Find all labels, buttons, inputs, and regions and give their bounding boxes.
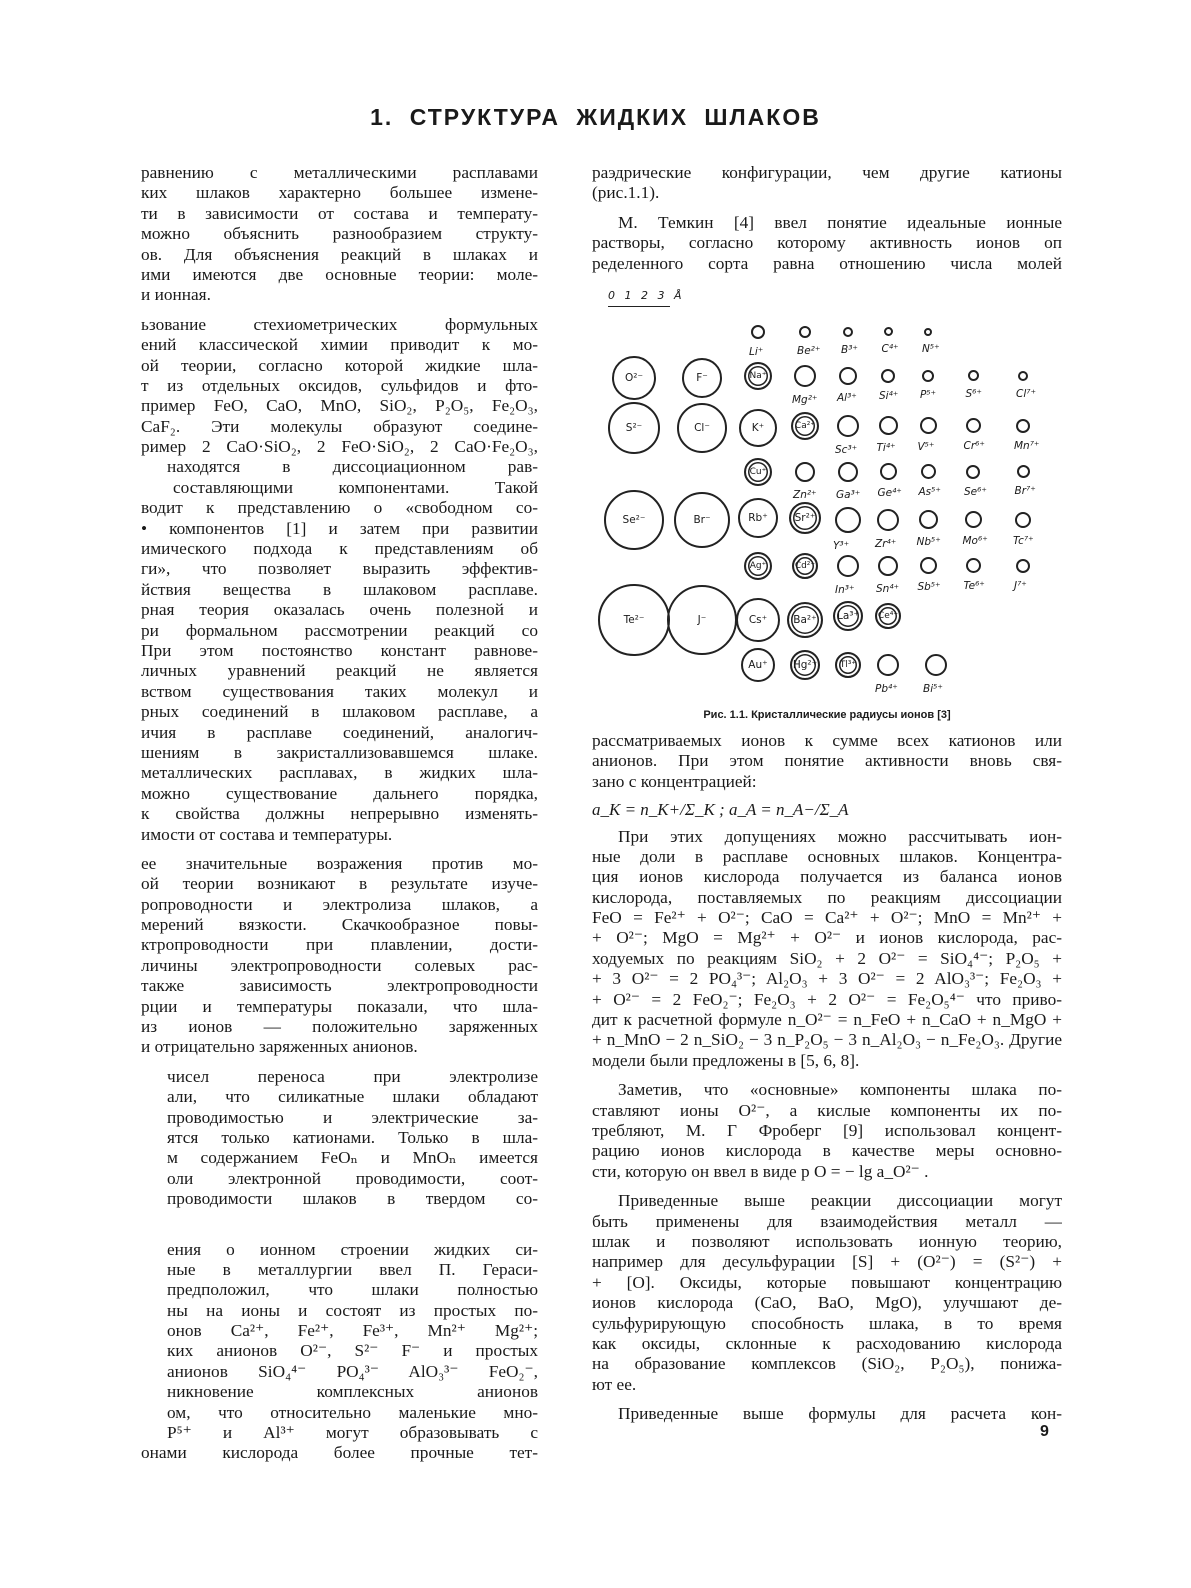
ion-ge (877, 463, 902, 500)
ion-label: As⁵⁺ (918, 486, 941, 499)
text-line: никновение комплексных анионов (167, 1382, 538, 1402)
ion-sc (835, 415, 859, 456)
ion-ba (787, 602, 823, 638)
ion-label: Al³⁺ (837, 391, 857, 404)
ion-label: F⁻ (696, 371, 708, 384)
text-line: али, что силикатные шлаки обладают (167, 1087, 538, 1107)
text-line: можно существование дальнего порядка, (141, 783, 538, 803)
text-line: проводимостью и электрические за- (167, 1107, 538, 1127)
ion-label: C⁴⁺ (881, 343, 899, 356)
paragraph-gap (141, 1210, 538, 1240)
text-line: кислорода, поставляемых по реакциям диссоциации (592, 887, 1062, 907)
ion-i7 (1014, 559, 1030, 592)
ion-rb (738, 498, 778, 538)
ion-label: S²⁻ (625, 421, 643, 434)
text-line: как оксиды, склонные к расходованию кислорода (592, 1333, 1062, 1353)
text-line: анионов SiO₄⁴⁻ PO₄³⁻ AlO₃³⁻ FeO₂⁻, (167, 1361, 538, 1381)
ion-j (667, 585, 737, 655)
ion-label: Ca²⁺ (794, 420, 816, 431)
text-line: ти в зависимости от состава и температу- (141, 203, 538, 223)
ion-au (741, 648, 775, 682)
text-line: быть применены для взаимодействия металл — (592, 1211, 1062, 1231)
ion-mg (792, 365, 818, 406)
ion-label: Cs⁺ (748, 613, 768, 626)
text-line: Приведенные выше формулы для расчета кон- (618, 1404, 1062, 1424)
ion-label: P⁵⁺ (920, 388, 937, 401)
scale-bar (608, 302, 670, 307)
ion-tc (1013, 512, 1034, 547)
text-line: предположил, что шлаки полностью (167, 1280, 538, 1300)
ion-label: Mg²⁺ (792, 393, 818, 406)
ion-label: Au⁺ (748, 658, 768, 671)
text-line: из ионов — положительно заряженных (141, 1017, 538, 1037)
formula: a_K = n_K+/Σ_K ; a_A = n_A−/Σ_A (592, 800, 849, 820)
paragraph-gap (592, 1182, 1062, 1191)
ion-mo (962, 511, 988, 548)
text-line: составляющими компонентами. Такой (173, 477, 538, 497)
ion-label: Sc³⁺ (835, 443, 858, 456)
text-line: Заметив, что «основные» компоненты шлака по- (618, 1080, 1062, 1100)
ion-label: Se²⁻ (622, 513, 646, 526)
ion-te6 (963, 558, 985, 593)
text-line: ги», что позволяет выразить эффектив- (141, 559, 538, 579)
ion-label: Cd²⁺ (794, 560, 816, 571)
ion-label: J⁻ (697, 613, 707, 626)
ion-nb (916, 510, 941, 549)
text-line: имического подхода к представлениям об (141, 539, 538, 559)
ion-label: Sr²⁺ (794, 511, 816, 524)
text-line: рных соединений в шлаковом расплаве, а (141, 702, 538, 722)
ion-v (917, 417, 937, 454)
ion-label: Ge⁴⁺ (877, 487, 902, 500)
ion-label: Te²⁻ (623, 613, 645, 626)
ion-bi (923, 654, 947, 695)
text-line: + O²⁻ = 2 FeO₂⁻; Fe₂O₃ + 2 O²⁻ = Fe₂O₅⁴⁻ что приво- (592, 989, 1062, 1009)
text-line: ны на ионы и состоят из простых по- (167, 1300, 538, 1320)
ion-label: Zr⁴⁺ (875, 537, 897, 550)
ion-cs (736, 598, 780, 642)
ion-o (612, 356, 656, 400)
text-line: ой теории, согласно которой жидкие шла- (141, 355, 538, 375)
text-line: т из отдельных оксидов, сульфидов и фто- (141, 375, 538, 395)
text-line: ких анионов O²⁻, S²⁻ F⁻ и простых (167, 1341, 538, 1361)
figure-caption: Рис. 1.1. Кристаллические радиусы ионов [3] (703, 708, 951, 721)
ion-br (674, 492, 730, 548)
ion-b (841, 327, 858, 356)
left-column (141, 163, 538, 1464)
text-line: вством существования таких молекул и (141, 681, 538, 701)
ion-se6 (964, 465, 987, 498)
ion-cl (677, 403, 727, 453)
text-line: рассматриваемых ионов к сумме всех катионов или (592, 730, 1062, 750)
ion-label: Li⁺ (749, 345, 764, 358)
ion-label: K⁺ (751, 421, 765, 434)
ion-te (598, 584, 670, 656)
text-line: М. Темкин [4] ввел понятие идеальные ионные (618, 212, 1062, 232)
ion-tl (835, 652, 861, 678)
text-line: ичия в расплаве соединений, аналогич- (141, 722, 538, 742)
text-line: находятся в диссоциационном рав- (167, 457, 538, 477)
text-line: также зависимость электропроводности (141, 976, 538, 996)
paragraph-gap (141, 845, 538, 854)
text-line: м содержанием FeOₙ и MnOₙ имеется (167, 1148, 538, 1168)
text-line: • компонентов [1] и затем при развитии (141, 518, 538, 538)
text-line: рацию ионов кислорода в качестве меры основно- (592, 1141, 1062, 1161)
text-line: металлических расплавах, в жидких шла- (141, 763, 538, 783)
ion-al (837, 367, 857, 404)
ion-label: Cl⁷⁺ (1016, 387, 1037, 400)
page-title: 1. СТРУКТУРА ЖИДКИХ ШЛАКОВ (370, 104, 821, 130)
ion-ti (876, 416, 898, 455)
text-line: ри формальном рассмотрении реакций со (141, 620, 538, 640)
ion-in (835, 555, 859, 596)
ion-zn (793, 462, 817, 501)
ion-sr (789, 502, 821, 534)
ion-cl7 (1016, 371, 1037, 400)
text-line: анионов. При этом понятие активности вновь свя- (592, 751, 1062, 771)
ion-y (833, 507, 861, 552)
text-line: оли электронной проводимости, соот- (167, 1168, 538, 1188)
ion-label: La³⁺ (836, 609, 860, 622)
scale-label: 0 1 2 3 Å (608, 288, 685, 302)
text-line: + O²⁻; MgO = Mg²⁺ + O²⁻ и ионов кислорода, рас- (592, 928, 1062, 948)
ion-ag (744, 552, 772, 580)
text-line: имости от состава и температуры. (141, 824, 393, 844)
ion-label: V⁵⁺ (917, 441, 935, 454)
text-line: ция ионов кислорода получается из баланса ионов (592, 867, 1062, 887)
ion-br7 (1014, 465, 1036, 498)
text-line: CaF₂. Эти молекулы образуют соедине- (141, 416, 538, 436)
text-line: чисел переноса при электролизе (167, 1066, 538, 1086)
text-line: ные доли в расплаве основных шлаков. Концентра- (592, 846, 1062, 866)
text-line: При этих допущениях можно рассчитывать ион- (618, 826, 1062, 846)
text-line: шениям в закристаллизовавшемся шлаке. (141, 742, 538, 762)
ion-s (608, 402, 660, 454)
ion-k (739, 409, 777, 447)
paragraph-gap (141, 1058, 538, 1067)
ion-label: N⁵⁺ (922, 342, 940, 355)
text-line: ими имеются две основные теории: моле- (141, 264, 538, 284)
ion-label: Si⁴⁺ (879, 389, 899, 402)
ion-ce (875, 603, 901, 629)
paragraph-gap (592, 1071, 1062, 1080)
ion-c (881, 327, 899, 356)
ion-label: Ba²⁺ (793, 613, 817, 626)
text-line: ений классической химии приводит к мо- (141, 335, 538, 355)
text-line: водит к представлению о «свободном со- (141, 498, 538, 518)
ion-label: Hg²⁺ (792, 658, 818, 671)
ion-label: Sn⁴⁺ (876, 582, 900, 595)
text-line: Приведенные выше реакции диссоциации могут (618, 1191, 1062, 1211)
ion-label: O²⁻ (624, 371, 644, 384)
ion-ga (836, 462, 861, 501)
ion-si (879, 369, 899, 402)
paragraph-gap (592, 204, 1062, 213)
text-line: ктропроводности при плавлении, дости- (141, 935, 538, 955)
ion-label: Te⁶⁺ (963, 580, 985, 593)
text-line: ример 2 CaO·SiO₂, 2 FeO·SiO₂, 2 CaO·Fe₂O₃, (141, 437, 538, 457)
text-line: растворы, согласно которому активность ионов оп (592, 233, 1062, 253)
text-line: ой теории возникают в результате изуче- (141, 874, 538, 894)
ion-label: Br⁷⁺ (1014, 485, 1036, 498)
right-column-top-text (592, 163, 1062, 274)
ion-ca (791, 412, 819, 440)
ion-f (682, 358, 722, 398)
ion-mn (1014, 419, 1040, 452)
right-column (592, 163, 1062, 1424)
text-line: P⁵⁺ и Al³⁺ могут образовывать с (167, 1423, 538, 1443)
ion-label: Tl³⁺ (839, 659, 857, 670)
ion-la (833, 601, 863, 631)
ion-se (604, 490, 664, 550)
ion-label: Zn²⁺ (793, 488, 817, 501)
text-line: проводимости шлаков в твердом со- (167, 1189, 538, 1209)
ion-label: Cl⁻ (694, 421, 710, 434)
text-line: + [O]. Оксиды, которые повышают концентрацию (592, 1272, 1062, 1292)
text-line: требляют, М. Г Фроберг [9] использовал концент- (592, 1120, 1062, 1140)
page-number: 9 (1040, 1423, 1049, 1440)
text-line: При этом постоянство констант равнове- (141, 640, 538, 660)
text-line: равнению с металлическими расплавами (141, 163, 538, 182)
ion-label: Ga³⁺ (836, 488, 861, 501)
ion-cr (963, 418, 985, 453)
figure-ion-radii (598, 280, 1048, 705)
text-line: ов. Для объяснения реакций в шлаках и (141, 244, 538, 264)
text-line: личных уравнений реакций не является (141, 661, 538, 681)
ion-label: J⁷⁺ (1014, 579, 1027, 592)
text-line: ее значительные возражения против мо- (141, 853, 538, 873)
ion-cu (744, 458, 772, 486)
ion-hg (790, 650, 820, 680)
text-line: ьзование стехиометрических формульных (141, 314, 538, 334)
text-line: ения о ионном строении жидких си- (167, 1239, 538, 1259)
ion-label: Ag⁺ (749, 560, 767, 571)
text-line: шлак и позволяют использовать ионную теорию, (592, 1231, 1062, 1251)
text-line: дит к расчетной формуле n_O²⁻ = n_FeO + n_CaO + n_MgO + (592, 1010, 1062, 1030)
paragraph-gap (141, 306, 538, 315)
ion-label: Nb⁵⁺ (916, 536, 941, 549)
text-line: (рис.1.1). (592, 183, 660, 203)
ion-label: Se⁶⁺ (964, 485, 987, 498)
text-line: + n_MnO − 2 n_SiO₂ − 3 n_P₂O₅ − 3 n_Al₂O₃ − n_Fe₂O₃. Другие (592, 1030, 1062, 1050)
ion-pb (875, 654, 899, 695)
ion-p (920, 370, 937, 401)
text-line: йствия вещества в шлаковом расплаве. (141, 579, 538, 599)
text-line: ют ее. (592, 1374, 637, 1394)
ion-label: In³⁺ (835, 583, 855, 596)
text-line: на образование комплексов (SiO₂, P₂O₅), понижа- (592, 1354, 1062, 1374)
ion-label: Mo⁶⁺ (962, 535, 988, 548)
text-line: и отрицательно заряженных анионов. (141, 1037, 418, 1057)
text-line: к свойства должны непрерывно изменять- (141, 804, 538, 824)
ion-zr (875, 509, 899, 550)
right-column-bottom-text (592, 731, 1062, 1425)
ion-label: Ce⁴⁺ (877, 610, 899, 621)
text-line: раэдрические конфигурации, чем другие катионы (592, 163, 1062, 182)
ion-label: Bi⁵⁺ (923, 682, 943, 695)
text-line: например для десульфурации [S] + (O²⁻) = (S²⁻) + (592, 1252, 1062, 1272)
ion-label: Pb⁴⁺ (875, 682, 898, 695)
ion-label: Tc⁷⁺ (1013, 534, 1034, 547)
text-line: ом, что относительно маленькие мно- (167, 1402, 538, 1422)
text-line: ятся только катионами. Только в шла- (167, 1127, 538, 1147)
ion-li (749, 325, 765, 358)
ion-label: Na⁺ (749, 370, 767, 381)
ion-label: Br⁻ (693, 513, 711, 526)
text-line: рная теория оказалась очень полезной и (141, 600, 538, 620)
text-line: ставляют ионы O²⁻, а кислые компоненты их по- (592, 1100, 1062, 1120)
paragraph-gap (592, 1395, 1062, 1404)
text-line: FeO = Fe²⁺ + O²⁻; CaO = Ca²⁺ + O²⁻; MnO = Mn²⁺ + (592, 908, 1062, 928)
ion-cd (792, 553, 818, 579)
text-line: модели были предложены в [5, 6, 8]. (592, 1050, 860, 1070)
ion-label: Ti⁴⁺ (876, 442, 896, 455)
text-line: сти, которую он ввел в виде p O = − lg a_O²⁻ . (592, 1161, 929, 1181)
text-line: мерений вязкости. Скачкообразное повы- (141, 915, 538, 935)
text-line: пример FeO, CaO, MnO, SiO₂, P₂O₅, Fe₂O₃, (141, 396, 538, 416)
text-line: личины электропроводности солевых рас- (141, 955, 538, 975)
text-line: ропроводности и электролиза шлаков, а (141, 894, 538, 914)
ion-label: Cu⁺ (749, 466, 767, 477)
ion-label: Rb⁺ (748, 511, 768, 524)
ion-n (922, 328, 940, 355)
ion-label: Cr⁶⁺ (963, 440, 985, 453)
ion-label: B³⁺ (841, 343, 858, 356)
text-line: ределенного сорта равна отношению числа молей (592, 253, 1062, 273)
ion-as (918, 464, 941, 499)
ion-label: Sb⁵⁺ (917, 581, 941, 594)
text-line: ких шлаков характерно большее измене- (141, 183, 538, 203)
ion-label: Mn⁷⁺ (1014, 439, 1040, 452)
text-line: ионов кислорода (CaO, BaO, MgO), улучшают де- (592, 1293, 1062, 1313)
text-line: можно объяснить разнообразием структу- (141, 224, 538, 244)
ion-label: S⁶⁺ (965, 388, 982, 401)
ion-s6 (965, 370, 982, 401)
text-line: онами кислорода более прочные тет- (141, 1443, 538, 1463)
ion-sb (917, 557, 941, 594)
text-line: и ионная. (141, 285, 211, 305)
ion-be (797, 326, 821, 357)
ion-label: Y³⁺ (833, 539, 850, 552)
text-line: + 3 O²⁻ = 2 PO₄³⁻; Al₂O₃ + 3 O²⁻ = 2 AlO₃³⁻; Fe₂O₃ + (592, 969, 1062, 989)
text-line: ные в металлургии ввел П. Гераси- (167, 1259, 538, 1279)
ion-na (744, 362, 772, 390)
text-line: рции и температуры показали, что шла- (141, 996, 538, 1016)
text-line: ходуемых по реакциям SiO₂ + 2 O²⁻ = SiO₄⁴⁻; P₂O₅ + (592, 948, 1062, 968)
ion-label: Be²⁺ (797, 344, 821, 357)
text-line: сульфурирующую способность шлака, в то время (592, 1313, 1062, 1333)
ion-sn (876, 556, 900, 595)
text-line: зано с концентрацией: (592, 771, 757, 791)
text-line: онов Ca²⁺, Fe²⁺, Fe³⁺, Mn²⁺ Mg²⁺; (167, 1321, 538, 1341)
